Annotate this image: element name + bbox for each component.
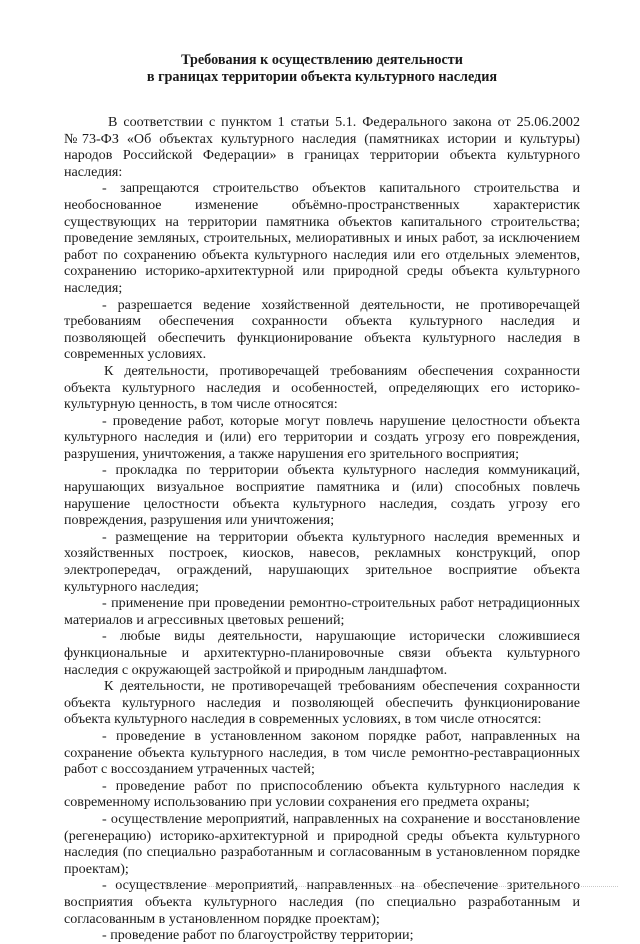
document-page	[64, 52, 580, 944]
paragraph-permitted: - разрешается ведение хозяйственной деятельности, не противоречащей требованиям обеспечения сохранности объекта культурного наследия и позволяющей обеспечить функционирование объекта культурного наследия в современных условиях.	[64, 296, 580, 363]
paragraph-intro: В соответствии с пунктом 1 статьи 5.1. Федерального закона от 25.06.2002 №73-ФЗ «Об объектах культурного наследия (памятниках истории и культуры) народов Российской Федерации» в границах территории объекта культурного наследия:	[64, 114, 580, 180]
paragraph-prohibited: - запрещаются строительство объектов капитального строительства и необоснованное изменение объёмно-пространственных характеристик существующих на территории памятника объектов капитального строительства; проведение земляных, строительных, мелиоративных и иных работ, за исключением работ по сохранению объекта культурного наследия или его отдельных элементов, сохранению историко-архитектурной или природной среды объекта культурного наследия;	[64, 180, 580, 296]
document-title	[64, 52, 580, 86]
title-line-2: в границах территории объекта культурного наследия	[146, 69, 498, 85]
list-item: - проведение в установленном законом порядке работ, направленных на сохранение объекта культурного наследия, в том числе ремонтно-реставрационных работ с воссозданием утраченных частей;	[64, 727, 580, 778]
list-item: - размещение на территории объекта культурного наследия временных и хозяйственных построек, киосков, навесов, рекламных конструкций, опор электропередач, ограждений, нарушающих зрительное восприятие объекта культурного наследия;	[64, 528, 580, 595]
paragraph-contrary-intro: К деятельности, противоречащей требованиям обеспечения сохранности объекта культурного наследия и особенностей, определяющих его историко-культурную ценность, в том числе относятся:	[64, 362, 580, 413]
list-item: - применение при проведении ремонтно-строительных работ нетрадиционных материалов и агрессивных цветовых решений;	[64, 595, 580, 628]
list-item: - проведение работ по благоустройству территории;	[102, 927, 414, 944]
paragraph-allowed-intro: К деятельности, не противоречащей требованиям обеспечения сохранности объекта культурного наследия и позволяющей обеспечить функционирование объекта культурного наследия в современных условиях, в том числе относятся:	[64, 678, 580, 728]
list-item: - прокладка по территории объекта культурного наследия коммуникаций, нарушающих визуальное восприятие памятника и (или) способных повлечь нарушение целостности объекта культурного наследия, создать угрозу его повреждения, разрушения или уничтожения;	[64, 462, 580, 529]
list-item: - любые виды деятельности, нарушающие исторически сложившиеся функциональные и архитектурно-планировочные связи объекта культурного наследия с окружающей застройкой и природным ландшафтом.	[64, 628, 580, 678]
list-item: - проведение работ по приспособлению объекта культурного наследия к современному использованию при условии сохранения его предмета охраны;	[64, 777, 580, 811]
list-item: - осуществление мероприятий, направленных на сохранение и восстановление (регенерацию) историко-архитектурной и природной среды объекта культурного наследия (по специально разработанным и согласованным в установленном порядке проектам);	[64, 810, 580, 877]
list-item: - осуществление мероприятий, направленных на обеспечение зрительного восприятия объекта культурного наследия (по специально разработанным и согласованным в установленном порядке проектам);	[64, 877, 580, 927]
page-bottom-divider	[148, 886, 618, 887]
list-item: - проведение работ, которые могут повлечь нарушение целостности объекта культурного наследия и (или) его территории и создать угрозу его повреждения, разрушения, уничтожения, а также нарушения его зрительного восприятия;	[64, 412, 580, 462]
title-line-1: Требования к осуществлению деятельности	[181, 52, 463, 68]
